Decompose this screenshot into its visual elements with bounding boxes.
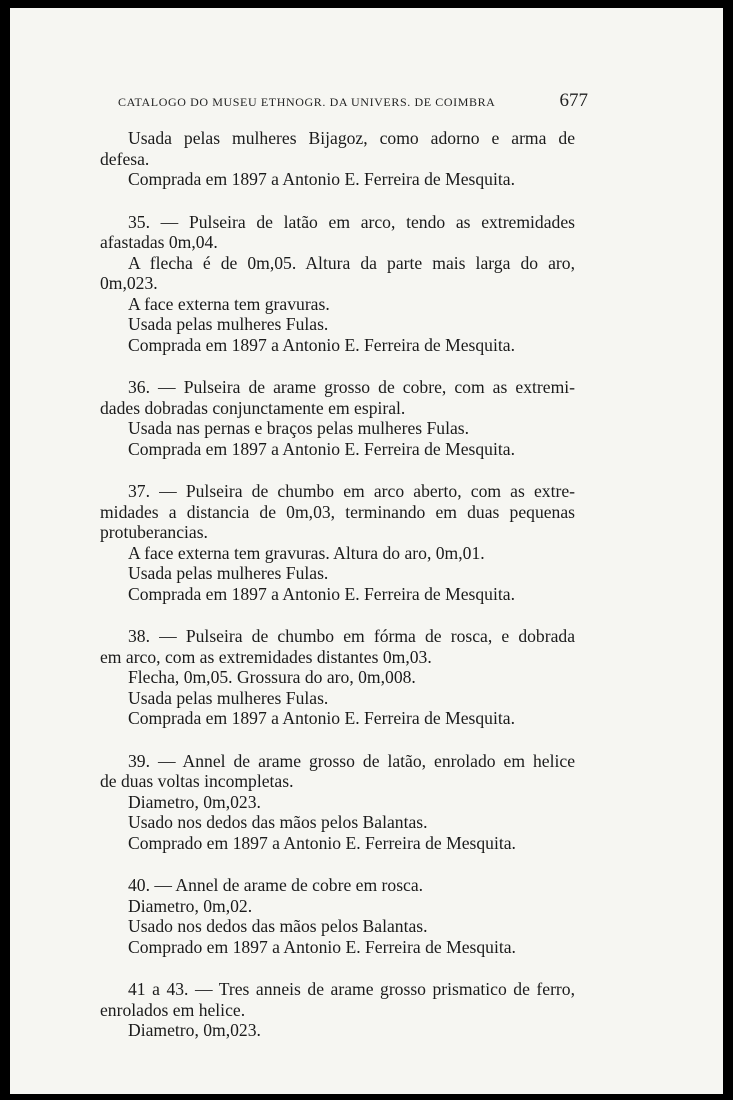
text-line: Comprado em 1897 a Antonio E. Ferreira de Mesquita. (128, 936, 516, 957)
text-line: Usada nas pernas e braços pelas mulheres Fulas. (128, 418, 470, 438)
text-line: dades dobradas conjunctamente em espiral. (100, 397, 406, 418)
catalog-entry (100, 481, 575, 604)
text-line: Usada pelas mulheres Bijagoz, como adorno e arma de (128, 128, 575, 148)
text-line: 41 a 43. — Tres anneis de arame grosso prismatico de ferro, (128, 979, 575, 999)
text-line: afastadas 0m,04. (100, 232, 218, 252)
text-line: enrolados em helice. (100, 999, 246, 1020)
text-line: A face externa tem gravuras. Altura do aro, 0m,01. (128, 542, 485, 563)
running-header (118, 90, 588, 112)
catalog-entry (100, 212, 575, 356)
text-line: Comprado em 1897 a Antonio E. Ferreira de Mesquita. (128, 832, 516, 853)
text-line: Usada pelas mulheres Fulas. (128, 314, 329, 334)
text-line: de duas voltas incompletas. (100, 771, 294, 791)
catalog-body (100, 128, 575, 1063)
catalog-entry (100, 626, 575, 729)
text-line: Comprada em 1897 a Antonio E. Ferreira de Mesquita. (128, 708, 515, 728)
catalog-entry (100, 751, 575, 854)
text-line: 0m,023. (100, 273, 158, 293)
text-line: Diametro, 0m,023. (128, 1020, 261, 1040)
text-line: Comprada em 1897 a Antonio E. Ferreira de Mesquita. (128, 169, 515, 189)
running-head: CATALOGO DO MUSEU ETHNOGR. DA UNIVERS. DE COIMBRA (118, 95, 496, 109)
text-line: Comprada em 1897 a Antonio E. Ferreira de Mesquita. (128, 438, 515, 459)
text-line: midades a distancia de 0m,03, terminando em duas pequenas (100, 501, 575, 522)
page-number: 677 (559, 90, 588, 111)
text-line: Diametro, 0m,023. (128, 791, 261, 812)
catalog-entry (100, 377, 575, 459)
text-line: 38. — Pulseira de chumbo em fórma de rosca, e dobrada (128, 626, 575, 646)
text-line: Diametro, 0m,02. (128, 895, 253, 916)
text-line: Flecha, 0m,05. Grossura do aro, 0m,008. (128, 667, 416, 687)
text-line: 35. — Pulseira de latão em arco, tendo as extremidades (128, 211, 575, 232)
text-line: 39. — Annel de arame grosso de latão, enrolado em helice (128, 750, 575, 771)
text-line: Usado nos dedos das mãos pelos Balantas. (128, 916, 428, 936)
text-line: 36. — Pulseira de arame grosso de cobre, com as extremi- (128, 377, 575, 397)
text-line: Comprada em 1897 a Antonio E. Ferreira de Mesquita. (128, 334, 515, 355)
text-line: em arco, com as extremidades distantes 0m,03. (100, 646, 432, 667)
page (10, 8, 723, 1094)
text-line: defesa. (100, 148, 150, 169)
text-line: protuberancias. (100, 522, 208, 542)
catalog-entry (100, 128, 575, 190)
catalog-entry (100, 875, 575, 957)
text-line: Comprada em 1897 a Antonio E. Ferreira de Mesquita. (128, 583, 515, 604)
text-line: 37. — Pulseira de chumbo em arco aberto, com as extre- (128, 481, 575, 501)
text-line: A face externa tem gravuras. (128, 293, 330, 314)
text-line: A flecha é de 0m,05. Altura da parte mais larga do aro, (128, 252, 575, 273)
text-line: Usada pelas mulheres Fulas. (128, 563, 329, 583)
text-line: 40. — Annel de arame de cobre em rosca. (128, 875, 424, 895)
text-line: Usado nos dedos das mãos pelos Balantas. (128, 812, 428, 832)
text-line: Usada pelas mulheres Fulas. (128, 687, 329, 708)
catalog-entry (100, 979, 575, 1041)
